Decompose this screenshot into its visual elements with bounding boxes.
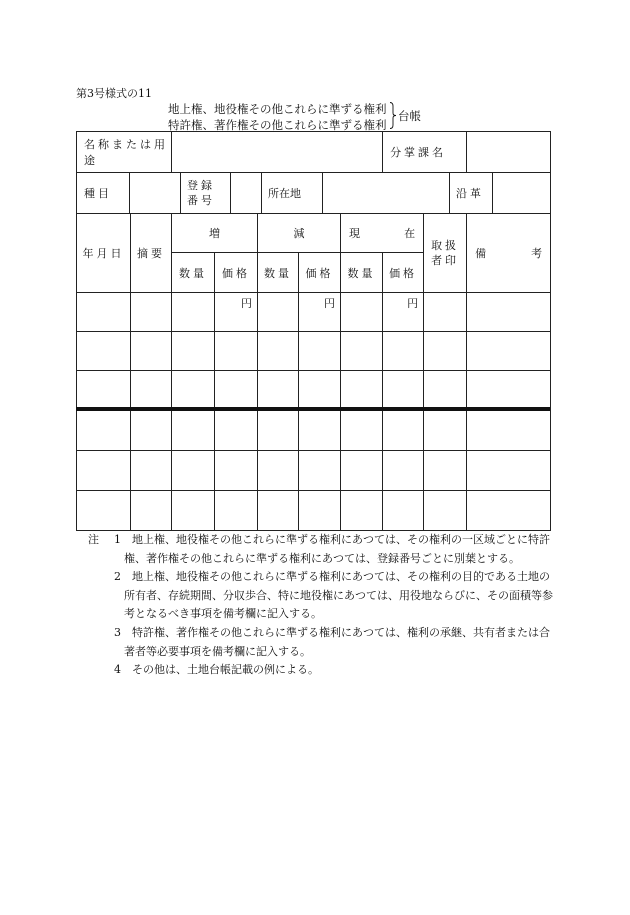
note-number: 2 — [114, 570, 121, 584]
price-cell[interactable] — [215, 451, 258, 491]
price-cell[interactable] — [383, 491, 424, 531]
table-row — [77, 293, 551, 332]
summary-cell[interactable] — [131, 332, 172, 371]
price-cell[interactable] — [299, 410, 341, 451]
qty-cell[interactable] — [258, 491, 299, 531]
date-cell[interactable] — [77, 332, 131, 371]
price-cell[interactable] — [383, 371, 424, 410]
table-row — [77, 410, 551, 451]
handler-header: 取扱 者印 — [424, 214, 467, 293]
qty-cell[interactable] — [258, 332, 299, 371]
price-cell[interactable] — [383, 451, 424, 491]
increase-price-header: 価格 — [215, 253, 258, 293]
price-cell[interactable] — [299, 332, 341, 371]
current-header: 現 在 — [341, 214, 424, 253]
increase-header: 増 — [172, 214, 258, 253]
handler-cell[interactable] — [424, 491, 467, 531]
qty-cell[interactable] — [258, 293, 299, 332]
price-cell[interactable] — [383, 410, 424, 451]
reg-no-field[interactable] — [231, 173, 262, 213]
date-cell[interactable] — [77, 491, 131, 531]
remarks-cell[interactable] — [467, 410, 551, 451]
qty-cell[interactable] — [341, 332, 383, 371]
table-row — [77, 451, 551, 491]
qty-cell[interactable] — [341, 371, 383, 410]
qty-cell[interactable] — [258, 451, 299, 491]
notes — [88, 531, 558, 680]
qty-cell[interactable] — [341, 451, 383, 491]
remarks-header: 備 考 — [467, 214, 551, 293]
category-field[interactable] — [130, 173, 181, 213]
price-cell[interactable] — [215, 332, 258, 371]
qty-cell[interactable] — [341, 410, 383, 451]
division-field[interactable] — [467, 132, 551, 173]
note-number: 4 — [114, 663, 121, 677]
summary-cell[interactable] — [131, 451, 172, 491]
summary-cell[interactable] — [131, 410, 172, 451]
column-header-row-1 — [77, 214, 551, 253]
ledger-table — [76, 131, 551, 531]
qty-cell[interactable] — [172, 332, 215, 371]
qty-cell[interactable] — [258, 410, 299, 451]
decrease-qty-header: 数量 — [258, 253, 299, 293]
date-cell[interactable] — [77, 371, 131, 410]
history-field[interactable] — [493, 173, 550, 213]
category-label: 種目 — [77, 173, 130, 213]
form-id: 第3号様式の11 — [76, 87, 152, 100]
price-cell[interactable]: 円 — [299, 293, 341, 332]
qty-cell[interactable] — [172, 410, 215, 451]
note-item — [88, 661, 558, 680]
date-header: 年月日 — [77, 214, 131, 293]
summary-cell[interactable] — [131, 371, 172, 410]
history-label: 沿革 — [450, 173, 493, 213]
price-cell[interactable] — [299, 371, 341, 410]
remarks-cell[interactable] — [467, 332, 551, 371]
note-text: 地上権、地役権その他これらに準ずる権利にあつては、その権利の目的である土地の所有者、存続期間、分収歩合、特に地役権にあつては、用役地ならびに、その面積等参考となるべき事項を備考欄に記入する。 — [124, 570, 553, 621]
current-qty-header: 数量 — [341, 253, 383, 293]
handler-cell[interactable] — [424, 410, 467, 451]
price-cell[interactable] — [383, 332, 424, 371]
header-row-category — [77, 173, 551, 214]
decrease-price-header: 価格 — [299, 253, 341, 293]
note-text: その他は、土地台帳記載の例による。 — [132, 663, 319, 677]
summary-cell[interactable] — [131, 491, 172, 531]
handler-cell[interactable] — [424, 451, 467, 491]
note-item — [88, 624, 558, 661]
note-number: 1 — [114, 533, 121, 546]
summary-cell[interactable] — [131, 293, 172, 332]
table-row — [77, 371, 551, 410]
decrease-header: 減 — [258, 214, 341, 253]
note-text: 特許権、著作権その他これらに準ずる権利にあつては、権利の承継、共有者または合著者等必要事項を備考欄に記入する。 — [124, 625, 550, 658]
qty-cell[interactable] — [341, 293, 383, 332]
title-line-1: 地上権、地役権その他これらに準ずる権利 — [168, 102, 387, 116]
qty-cell[interactable] — [341, 491, 383, 531]
table-row — [77, 491, 551, 531]
title-line-2: 特許権、著作権その他これらに準ずる権利 — [168, 118, 387, 132]
location-field[interactable] — [323, 173, 450, 213]
name-or-use-field[interactable] — [172, 132, 383, 173]
brace-icon — [390, 102, 396, 129]
reg-no-label: 登録 番号 — [181, 173, 231, 213]
increase-qty-header: 数量 — [172, 253, 215, 293]
location-label: 所在地 — [262, 173, 323, 213]
table-row — [77, 332, 551, 371]
qty-cell[interactable] — [172, 371, 215, 410]
date-cell[interactable] — [77, 410, 131, 451]
summary-header: 摘要 — [131, 214, 172, 293]
page-break-rule — [76, 407, 550, 411]
date-cell[interactable] — [77, 451, 131, 491]
name-or-use-label: 名称または用途 — [77, 132, 172, 173]
qty-cell[interactable] — [258, 371, 299, 410]
division-label: 分掌課名 — [383, 132, 467, 173]
remarks-cell[interactable] — [467, 451, 551, 491]
current-price-header: 価格 — [383, 253, 424, 293]
price-cell[interactable] — [215, 491, 258, 531]
note-item — [88, 531, 558, 568]
note-number: 3 — [114, 625, 121, 639]
handler-cell[interactable] — [424, 371, 467, 410]
title-suffix: 台帳 — [398, 109, 421, 123]
qty-cell[interactable] — [172, 491, 215, 531]
remarks-cell[interactable] — [467, 371, 551, 410]
handler-cell[interactable] — [424, 332, 467, 371]
note-mark: 注 — [88, 533, 99, 546]
price-cell[interactable]: 円 — [383, 293, 424, 332]
remarks-cell[interactable] — [467, 293, 551, 332]
qty-cell[interactable] — [172, 451, 215, 491]
handler-cell[interactable] — [424, 293, 467, 332]
price-cell[interactable] — [215, 410, 258, 451]
header-row-name — [77, 132, 551, 173]
price-cell[interactable] — [299, 491, 341, 531]
remarks-cell[interactable] — [467, 491, 551, 531]
price-cell[interactable]: 円 — [215, 293, 258, 332]
price-cell[interactable] — [215, 371, 258, 410]
note-text: 地上権、地役権その他これらに準ずる権利にあつては、その権利の一区域ごとに特許権、著作権その他これらに準ずる権利にあつては、登録番号ごとに別葉とする。 — [124, 533, 550, 565]
qty-cell[interactable] — [172, 293, 215, 332]
date-cell[interactable] — [77, 293, 131, 332]
note-item — [88, 568, 558, 624]
price-cell[interactable] — [299, 451, 341, 491]
